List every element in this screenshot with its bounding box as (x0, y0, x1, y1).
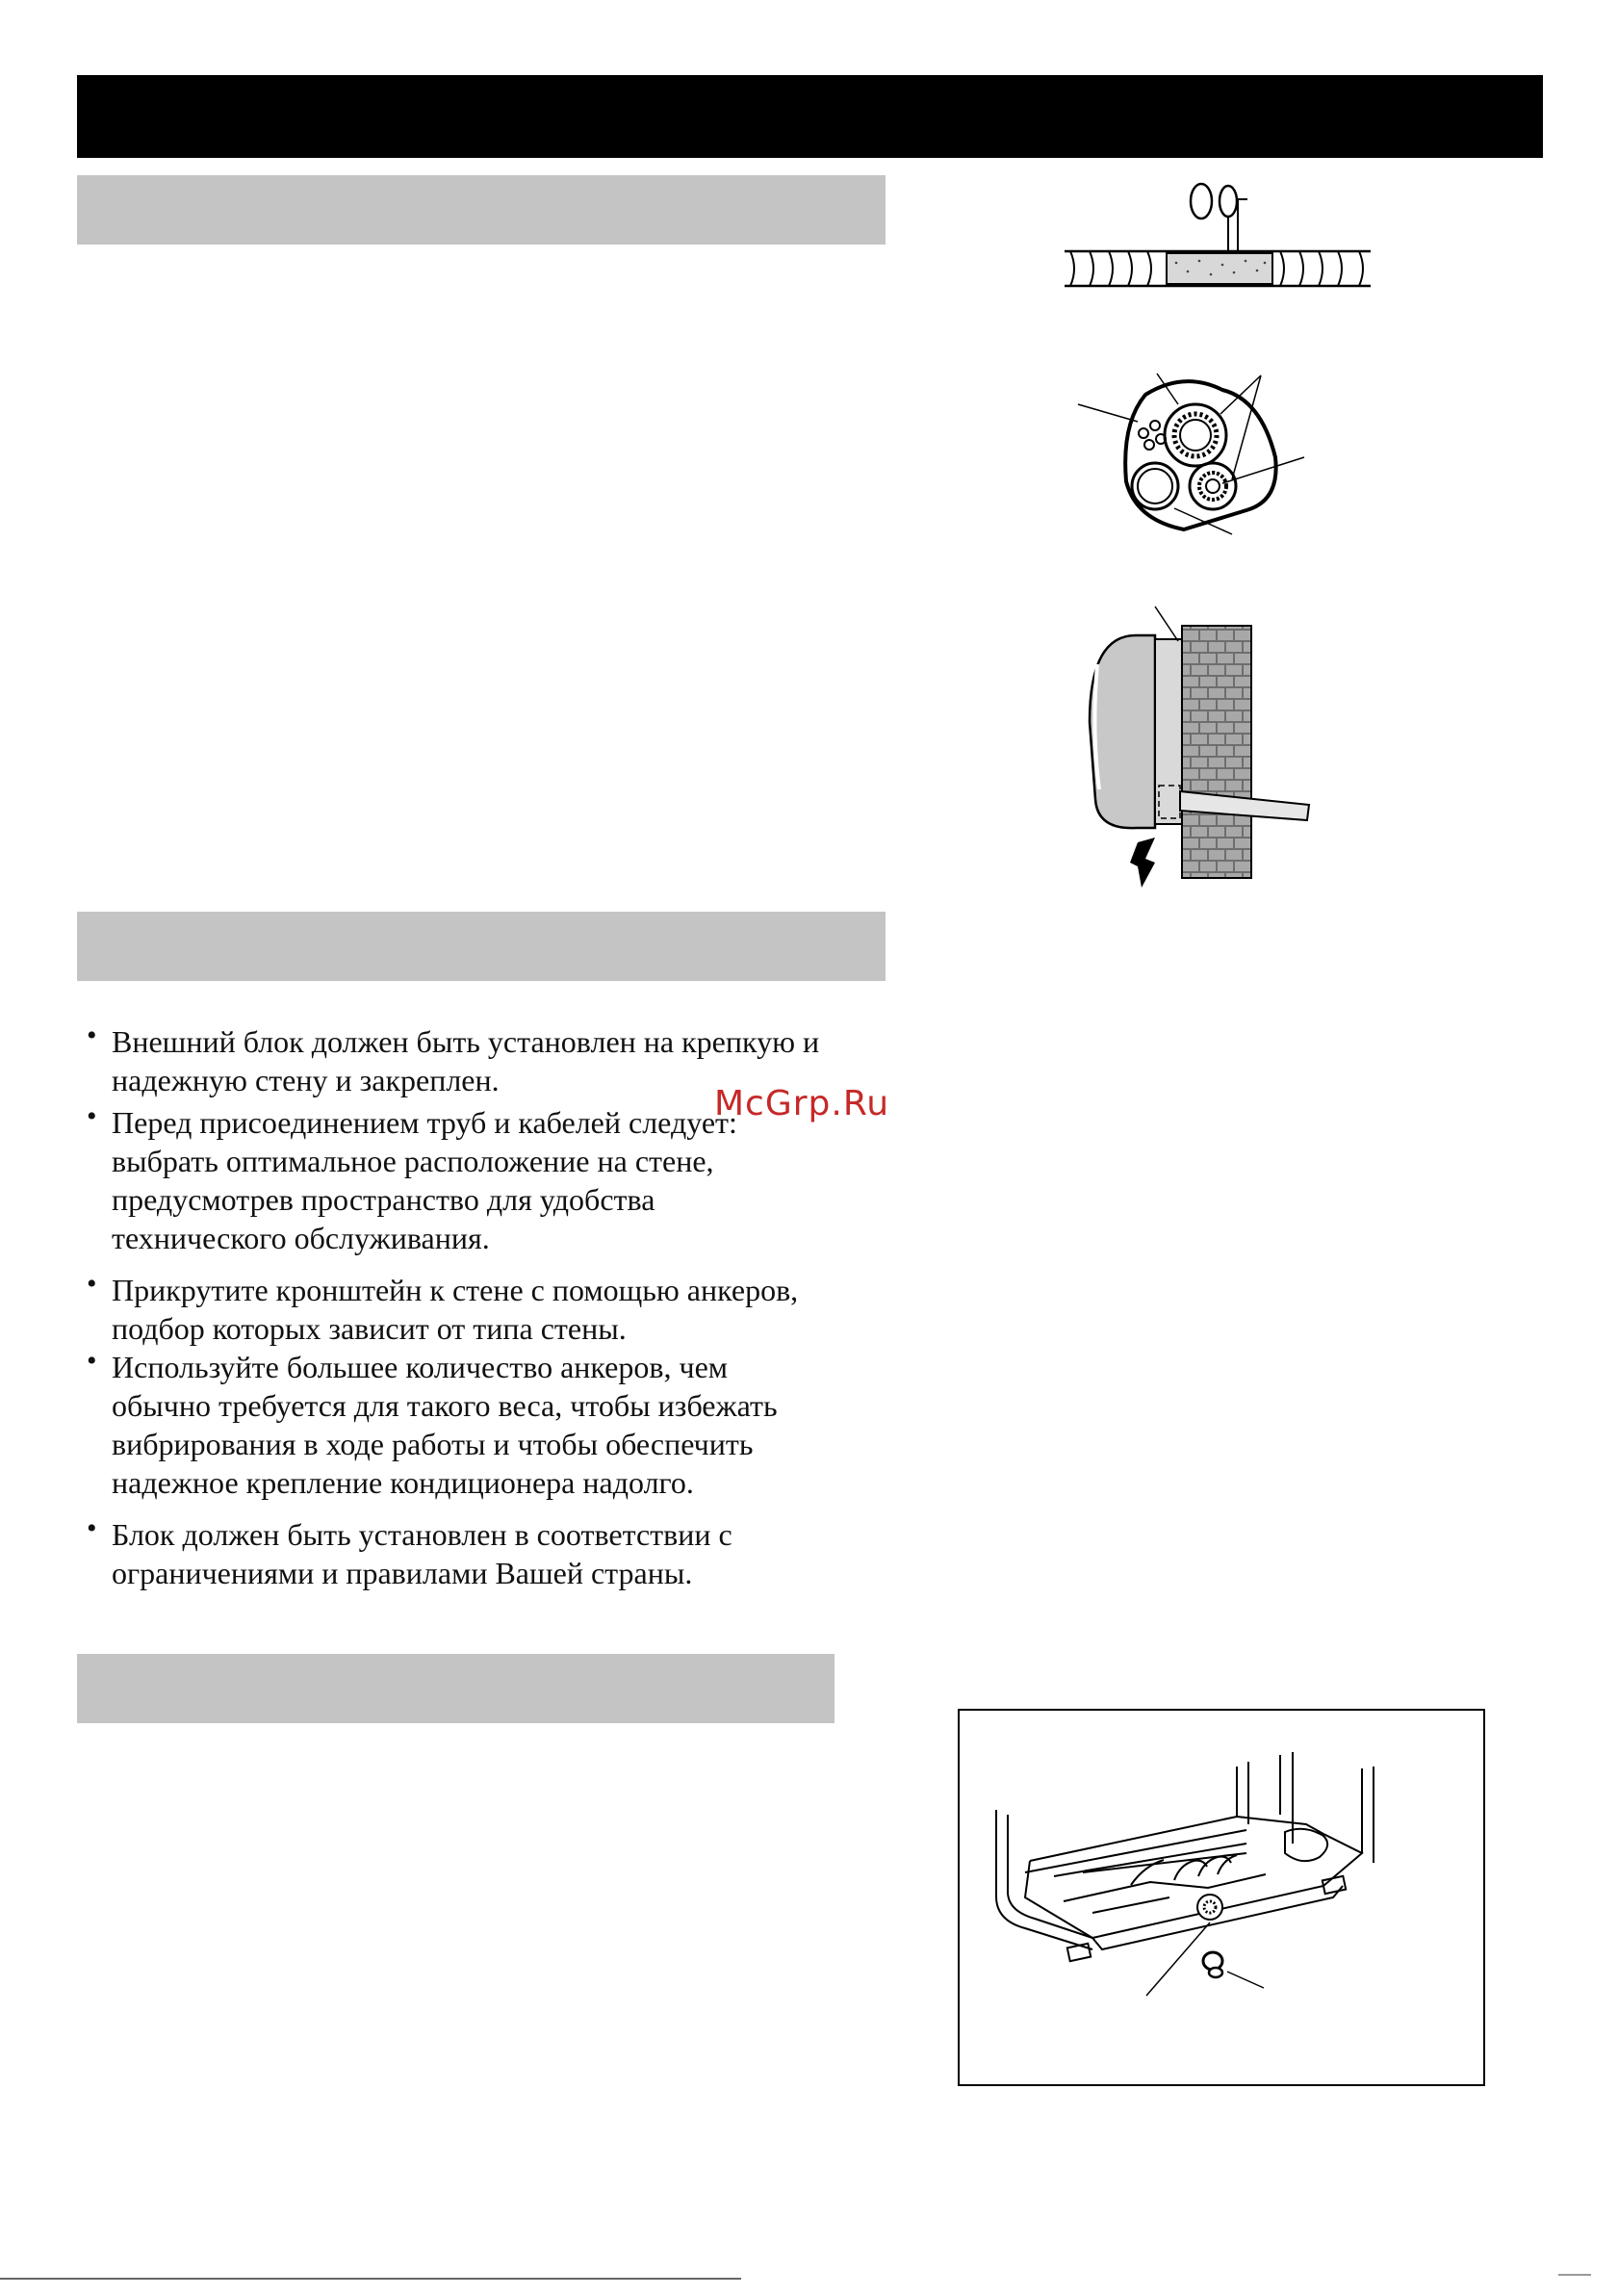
list-item: • Прикрутите кронштейн к стене с помощью анкеров, подбор которых зависит от типа стены. (85, 1271, 951, 1348)
indoor-unit-wall-figure (1078, 606, 1328, 895)
list-item: • Внешний блок должен быть установлен на крепкую и надежную стену и закреплен. (85, 1022, 951, 1099)
list-item: • Перед присоединением труб и кабелей следует: выбрать оптимальное расположение на стене, предусмотрев пространство для удобства технического обслуживания. (85, 1103, 951, 1257)
bullet-icon: • (87, 1268, 97, 1300)
list-item: • Используйте большее количество анкеров, чем обычно требуется для такого веса, чтобы избежать вибрирования в ходе работы и чтобы обеспечить надежное крепление кондиционера надолго. (85, 1348, 951, 1502)
section-heading-bar (77, 1654, 835, 1723)
section-heading-bar (77, 912, 886, 981)
bullet-icon: • (87, 1019, 97, 1051)
outdoor-unit-base-figure (958, 1709, 1485, 2086)
page-header-bar (77, 75, 1543, 158)
pipe-insulation-figure (1059, 178, 1376, 294)
pipe-bundle-cross-section-figure (1078, 366, 1319, 539)
list-item: • Блок должен быть установлен в соответствии с ограничениями и правилами Вашей страны. (85, 1515, 951, 1592)
section-heading-bar (77, 175, 886, 245)
footer-rule (0, 2278, 741, 2280)
footer-mark (1558, 2274, 1591, 2276)
bullet-icon: • (87, 1345, 97, 1377)
bullet-icon: • (87, 1100, 97, 1132)
watermark-text: McGrp.Ru (714, 1084, 890, 1123)
bullet-icon: • (87, 1512, 97, 1544)
